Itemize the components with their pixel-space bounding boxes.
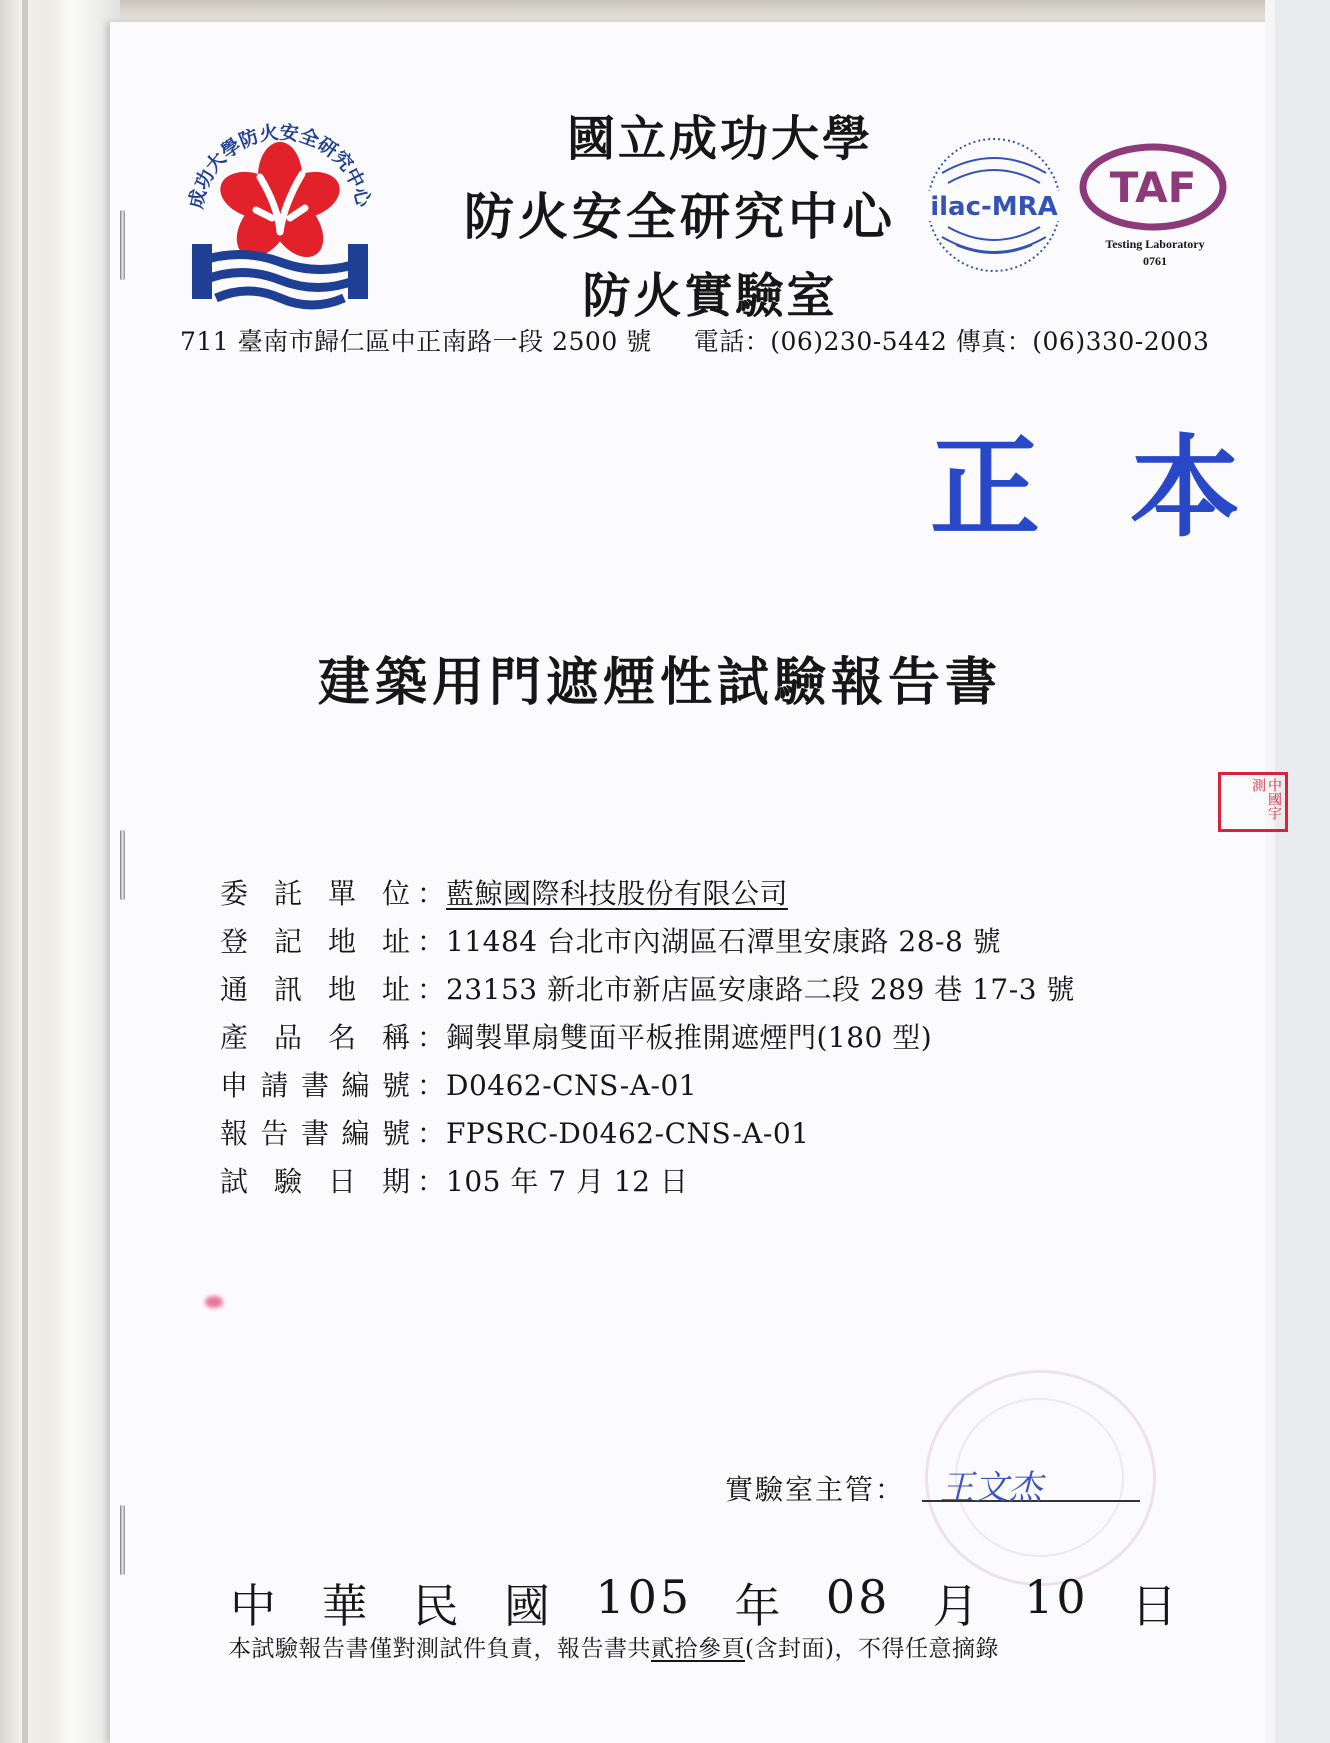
info-value: FPSRC-D0462-CNS-A-01 (446, 1117, 810, 1150)
date-part: 年 (734, 1579, 784, 1633)
contact-line (180, 322, 1240, 358)
info-label-char: 書 (300, 1069, 329, 1102)
info-label-char: 編 (341, 1069, 370, 1102)
info-colon: ： (416, 877, 445, 910)
date-part: 08 (825, 1570, 891, 1624)
phone: 電話：(06)230-5442 (693, 327, 948, 356)
taf-caption-line2: 0761 (1143, 254, 1167, 268)
info-label-char: 託 (273, 877, 302, 910)
info-label-char: 試 (220, 1165, 249, 1198)
info-label-char: 請 (260, 1069, 289, 1102)
date-part: 國 (504, 1579, 554, 1633)
manager-signature: 王文杰 (940, 1468, 1042, 1508)
header-titles (420, 100, 940, 326)
info-label-char: 單 (327, 877, 356, 910)
info-value: 11484 台北市內湖區石潭里安康路 28-8 號 (446, 925, 1002, 958)
info-label-char: 報 (220, 1117, 249, 1150)
scan-top-band (0, 0, 1275, 22)
date-part: 月 (932, 1579, 982, 1633)
info-label-char: 址 (381, 973, 410, 1006)
info-label (220, 920, 410, 960)
info-colon: ： (416, 973, 445, 1006)
info-label-char: 稱 (381, 1021, 410, 1054)
date-part: 10 (1024, 1570, 1089, 1624)
info-value: 鋼製單扇雙面平板推開遮煙門(180 型) (446, 1021, 933, 1054)
info-colon: ： (416, 1069, 445, 1102)
info-label-char: 通 (220, 973, 249, 1006)
info-label (220, 1016, 410, 1056)
university-name: 國立成功大學 (566, 111, 873, 167)
info-row (220, 1160, 1200, 1208)
footnote-pages: 貳拾參頁 (651, 1636, 745, 1662)
info-label-char: 名 (327, 1021, 356, 1054)
info-colon: ： (416, 925, 445, 958)
info-value: D0462-CNS-A-01 (446, 1069, 698, 1102)
info-value: 105 年 7 月 12 日 (446, 1165, 689, 1198)
info-row (220, 920, 1200, 968)
binding-strip (0, 0, 120, 1743)
ilac-mra-logo (922, 133, 1067, 278)
svg-text:成功大學防火安全研究中心: 成功大學防火安全研究中心 (185, 121, 375, 211)
info-row (220, 1064, 1200, 1112)
date-part: 華 (321, 1579, 371, 1633)
issue-date (230, 1570, 1180, 1636)
lab-manager-label: 實驗室主管： (725, 1473, 906, 1506)
footnote-before: 本試驗報告書僅對測試件負責，報告書共 (228, 1636, 651, 1662)
original-copy-stamp: 正本 (930, 424, 1330, 552)
info-value: 23153 新北市新店區安康路二段 289 巷 17-3 號 (446, 973, 1075, 1006)
staple (120, 210, 125, 280)
date-part: 民 (412, 1579, 462, 1633)
staple (120, 830, 125, 900)
ink-spot (205, 1296, 223, 1308)
red-seal: 中國宇測 (1218, 772, 1288, 832)
info-label-char: 委 (220, 877, 249, 910)
taf-caption-line1: Testing Laboratory (1105, 237, 1205, 251)
footnote (228, 1630, 1228, 1663)
taf-caption (1090, 236, 1220, 270)
date-part: 日 (1131, 1579, 1180, 1633)
info-label-char: 記 (273, 925, 302, 958)
info-label-char: 產 (220, 1021, 249, 1054)
info-label (220, 968, 410, 1008)
info-label (220, 872, 410, 912)
info-label-char: 位 (381, 877, 410, 910)
date-part: 105 (595, 1570, 693, 1624)
date-part: 中 (230, 1579, 279, 1633)
info-label-char: 號 (381, 1069, 410, 1102)
info-label-char: 申 (220, 1069, 249, 1102)
info-label-char: 期 (381, 1165, 410, 1198)
address: 711 臺南市歸仁區中正南路一段 2500 號 (180, 327, 652, 356)
laboratory-name: 防火實驗室 (582, 268, 838, 324)
info-row (220, 1112, 1200, 1160)
info-label-char: 登 (220, 925, 249, 958)
info-row (220, 872, 1200, 920)
info-colon: ： (416, 1165, 445, 1198)
info-colon: ： (416, 1117, 445, 1150)
info-label-char: 地 (327, 925, 356, 958)
report-title: 建築用門遮煙性試驗報告書 (317, 652, 1002, 713)
info-row (220, 968, 1200, 1016)
info-row (220, 1016, 1200, 1064)
info-label-char: 書 (300, 1117, 329, 1150)
taf-logo (1078, 140, 1228, 235)
info-label-char: 地 (327, 973, 356, 1006)
info-value: 藍鯨國際科技股份有限公司 (446, 877, 789, 910)
info-label-char: 號 (381, 1117, 410, 1150)
info-label (220, 1160, 410, 1200)
info-label-char: 驗 (273, 1165, 302, 1198)
center-name: 防火安全研究中心 (464, 187, 896, 246)
info-label-char: 品 (273, 1021, 302, 1054)
info-label (220, 1064, 410, 1104)
info-colon: ： (416, 1021, 445, 1054)
info-label-char: 編 (341, 1117, 370, 1150)
info-label-char: 訊 (273, 973, 302, 1006)
staple (120, 1505, 125, 1575)
svg-text:ilac-MRA: ilac-MRA (930, 192, 1058, 222)
fax: 傳真：(06)330-2003 (955, 327, 1210, 356)
info-label-char: 告 (260, 1117, 289, 1150)
info-label-char: 日 (327, 1165, 356, 1198)
research-center-logo (180, 112, 380, 312)
scan-right-edge (1265, 0, 1275, 1743)
binding-edge (22, 0, 28, 1743)
info-label (220, 1112, 410, 1152)
report-info-table (220, 872, 1200, 1208)
svg-text:TAF: TAF (1109, 163, 1197, 212)
info-label-char: 址 (381, 925, 410, 958)
footnote-after: (含封面)，不得任意摘錄 (745, 1636, 999, 1662)
